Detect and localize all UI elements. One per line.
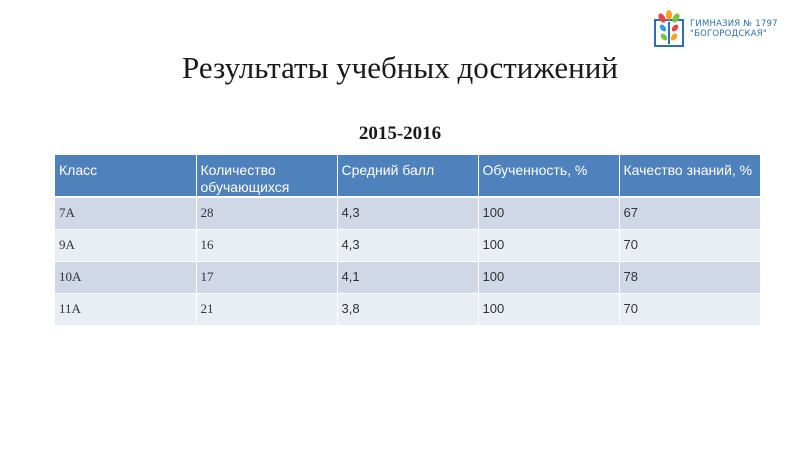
- table-row: [55, 197, 760, 229]
- cell-student-count: 17: [196, 261, 337, 293]
- school-logo: [654, 10, 778, 48]
- cell-student-count: 16: [196, 229, 337, 261]
- cell-learning-rate: 100: [478, 229, 619, 261]
- cell-learning-rate: 100: [478, 261, 619, 293]
- cell-knowledge-quality: 70: [619, 293, 760, 325]
- cell-knowledge-quality: 70: [619, 229, 760, 261]
- table-row: [55, 229, 760, 261]
- logo-line-1: ГИМНАЗИЯ № 1797: [690, 19, 778, 29]
- cell-class: 9А: [55, 229, 196, 261]
- results-table: [55, 155, 761, 325]
- cell-average-grade: 3,8: [337, 293, 478, 325]
- cell-learning-rate: 100: [478, 197, 619, 229]
- cell-class: 11А: [55, 293, 196, 325]
- cell-average-grade: 4,3: [337, 197, 478, 229]
- cell-average-grade: 4,3: [337, 229, 478, 261]
- academic-year: 2015-2016: [358, 123, 442, 144]
- cell-class: 7А: [55, 197, 196, 229]
- cell-student-count: 28: [196, 197, 337, 229]
- page-title: Результаты учебных достижений: [182, 50, 618, 85]
- cell-knowledge-quality: 78: [619, 261, 760, 293]
- cell-class: 10А: [55, 261, 196, 293]
- header-learning-rate: Обученность, %: [478, 155, 619, 197]
- cell-student-count: 21: [196, 293, 337, 325]
- cell-knowledge-quality: 67: [619, 197, 760, 229]
- table-row: [55, 261, 760, 293]
- header-average-grade: Средний балл: [337, 155, 478, 197]
- logo-line-2: "БОГОРОДСКАЯ": [690, 29, 767, 39]
- table-row: [55, 293, 760, 325]
- header-knowledge-quality: Качество знаний, %: [619, 155, 760, 197]
- header-class: Класс: [55, 155, 196, 197]
- cell-learning-rate: 100: [478, 293, 619, 325]
- tree-book-icon: [654, 10, 684, 48]
- cell-average-grade: 4,1: [337, 261, 478, 293]
- logo-text: [690, 19, 778, 39]
- table-header-row: [55, 155, 760, 197]
- header-student-count: Количество обучающихся: [196, 155, 337, 197]
